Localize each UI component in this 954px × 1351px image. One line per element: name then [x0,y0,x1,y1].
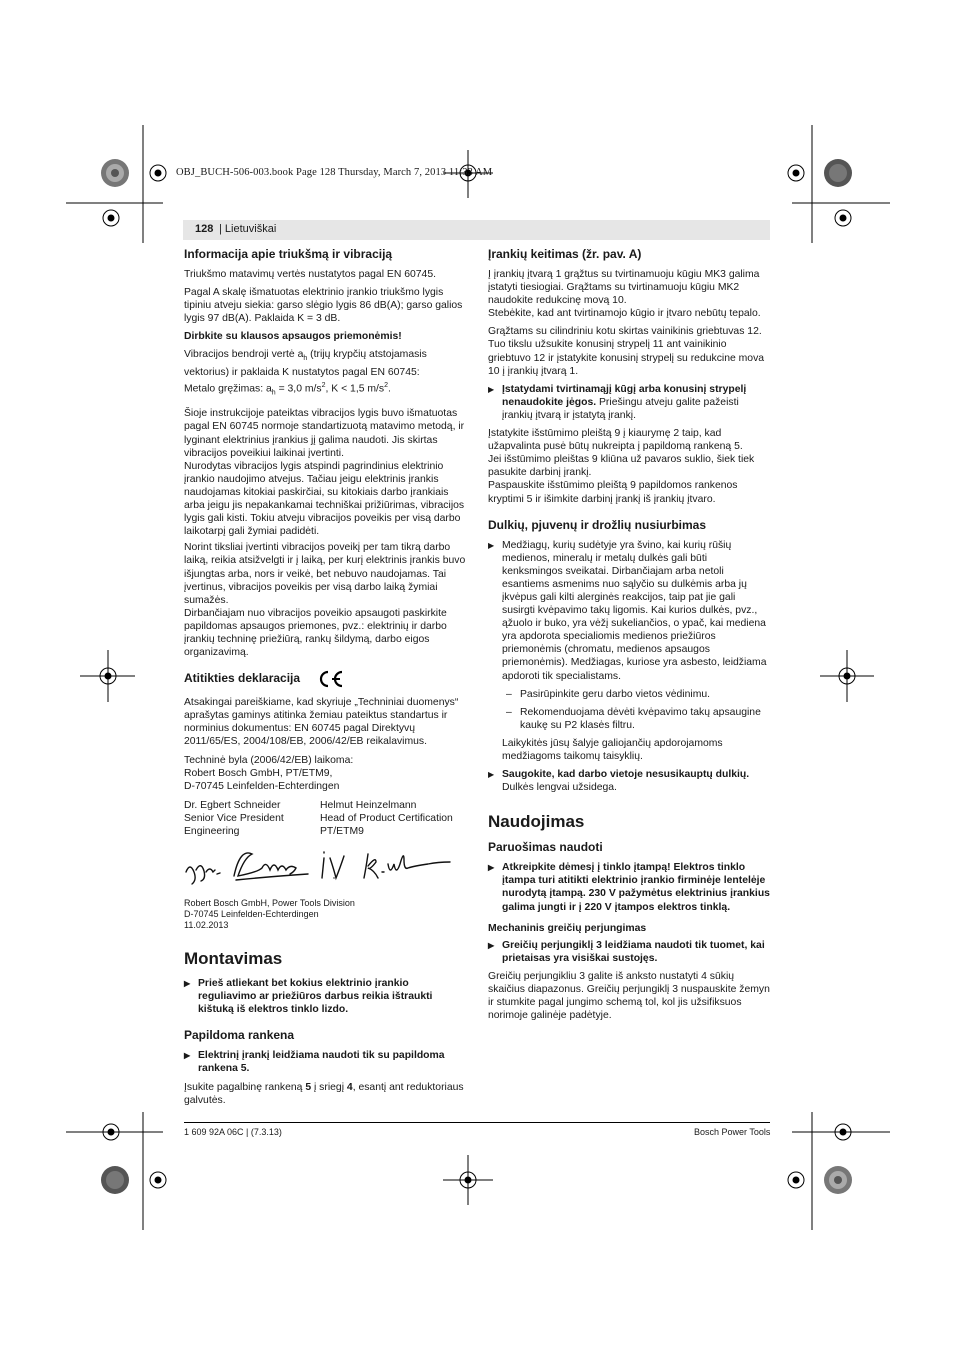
tool-change-p1: Į įrankių įtvarą 1 grąžtus su tvirtinamuoju kūgiu MK3 galima įstatyti tiesiogiai. Grąžtams su tvirtinamuoju kūgiu MK2 naudokite redukcinę movą 10. [488,269,760,307]
book-info-line: OBJ_BUCH-506-003.book Page 128 Thursday, March 7, 2013 11:33 AM [176,167,493,178]
signatory-1: Dr. Egbert Schneider Senior Vice President Engineering [184,799,284,837]
gear-warning: ▶ Greičių perjungiklį 3 leidžiama naudoti tik tuomet, kai prietaisas yra visiškai sustojęs. [488,939,770,965]
signatories [184,799,466,838]
noise-p2: Pagal A skalę išmatuotas elektrinio įrankio triukšmo lygis tipiniu atveju siekia: garso slėgio lygis 86 dB(A); garso galios lygis 97 dB(A). Paklaida K = 3 dB. [184,287,463,325]
assembly-warning: ▶ Prieš atliekant bet kokius elektrinio įrankio reguliavimo ar priežiūros darbus reikia ištraukti kištuką iš elektros tinklo lizdo. [184,977,466,1016]
tool-change-heading: Įrankių keitimas (žr. pav. A) [488,247,642,261]
company-address: Robert Bosch GmbH, Power Tools Division D-70745 Leinfelden-Echterdingen 11.02.2013 [184,898,355,931]
ce-mark-icon [317,669,345,689]
conformity-p3: Robert Bosch GmbH, PT/ETM9, [184,767,333,779]
voltage-warning: ▶ Atkreipkite dėmesį į tinklo įtampą! Elektros tinklo įtampa turi atitikti elektrinio įrankio firminėje lentelėje nurodytą įtampą. 230 V pažymėtus elektrinius įrankius galima jungti ir į 220 V įtampos elektros tinklą. [488,861,770,913]
dust-tip-1: – Pasirūpinkite geru darbo vietos vėdinimu. [488,688,770,701]
conformity-p2: Techninė byla (2006/42/EB) laikoma: [184,754,354,766]
signatures [184,846,466,888]
dust-accumulation-warning: ▶ Saugokite, kad darbo vietoje nesusikauptų dulkių. Dulkės lengvai užsidega. [488,768,770,794]
tool-change-p3: Grąžtams su cilindriniu kotu skirtas vainikinis griebtuvas 12. Tuo tikslu užsukite konusinį strypelį 11 ant vainikinio griebtuvo 12 ir įstatykite konusinį strypelį su redukcine mova 10 į įrankių įtvarą 1. [488,326,765,377]
tool-change-p2: Stebėkite, kad ant tvirtinamojo kūgio ir įtvaro nebūtų tepalo. [488,308,761,320]
preparation-heading: Paruošimas naudoti [488,840,603,855]
noise-p6: Norint tiksliai įvertinti vibracijos poveikį per tam tikrą darbo laiką, reikia atsižvelgti ir į laiką, per kurį elektrinis įrankis buvo išjungtas arba, nors ir veikė, bet nebuvo naudojamas. Tai įvertinus, vibracijos poveikis per visą darbo laiką žymiai sumažės. [184,542,466,606]
conformity-heading: Atitikties deklaracija [184,669,466,689]
handwritten-signatures-icon [184,846,466,888]
handle-warning: ▶ Elektrinį įrankį leidžiama naudoti tik su papildoma rankena 5. [184,1049,466,1075]
handle-heading: Papildoma rankena [184,1028,295,1043]
dust-heading: Dulkių, pjuvenų ir drožlių nusiurbimas [488,517,707,532]
hearing-protection-note: Dirbkite su klausos apsaugos priemonėmis! [184,331,402,343]
assembly-heading: Montavimas [184,949,283,969]
signatory-2: Helmut Heinzelmann Head of Product Certification PT/ETM9 [320,799,453,837]
footer-rule [184,1122,770,1123]
footer-doc-number: 1 609 92A 06C | (7.3.13) [184,1127,282,1137]
language-label: | Lietuviškai [219,223,277,235]
gear-heading: Mechaninis greičių perjungimas [488,922,647,934]
left-column [184,247,466,1112]
right-column [488,247,770,1027]
dust-tip-2: – Rekomenduojama dėvėti kvėpavimo takų apsaugine kaukę su P2 klasės filtru. [488,706,770,732]
noise-p5: Nurodytas vibracijos lygis atspindi pagrindinius elektrinio įrankio naudojimo atvejus. Tačiau jeigu elektrinis įrankis naudojamas kitokiai paskirčiai, su kitokiais darbo įrankiais arba jeigu jis nepakankamai techniškai prižiūrimas, vibracijos lygis gali kisti. Tokiu atveju vibracijos poveikis per visą darbo laikotarpį gali žymiai padidėti. [184,460,465,538]
tool-change-p6: Paspauskite išstūmimo pleištą 9 papildomos rankenos kryptimi 5 ir išimkite darbinį įrankį iš įrankių įtvaro. [488,480,738,505]
noise-heading: Informacija apie triukšmą ir vibraciją [184,247,393,261]
tool-change-p4: Įstatykite išstūmimo pleištą 9 į kiaurymę 2 taip, kad užapvalinta pusė būtų nukreipta į papildomą rankeną 5. [488,428,743,453]
gear-instruction: Greičių perjungikliu 3 galite iš anksto nustatyti 4 sūkių skaičius diapazonus. Greičių perjungiklį 3 nuspauskite žemyn ir stumkite pagal jungimo schemą tol, kol jis užsifiksuos norimoje galinėje padėtyje. [488,970,770,1022]
page-number: 128 [195,223,214,235]
footer-brand: Bosch Power Tools [694,1127,771,1137]
noise-p7: Dirbančiajam nuo vibracijos poveikio apsaugoti paskirkite papildomas apsaugos priemones, pvz.: elektrinių ir darbo įrankių techninę priežiūrą, rankų šildymą, darbo eigos organizavimą. [184,607,447,659]
tool-change-p5: Jei išstūmimo pleištas 9 kliūna už pavaros suklio, šiek tiek pasukite darbinį įrankį. [488,454,755,479]
noise-p4: Šioje instrukcijoje pateiktas vibracijos lygis buvo išmatuotas pagal EN 60745 normoje standartizuotą matavimo metodą, ir lyginant elektrinius įrankius jį galima naudoti. Jis skirtas vibracijos poveikiui laikinai įvertinti. [184,408,465,459]
tool-change-warning: ▶ Įstatydami tvirtinamąjį kūgį arba konusinį strypelį nenaudokite jėgos. Priešingu atveju galite pažeisti įrankių įtvarą ir įstatytą įrankį. [488,383,770,422]
conformity-p1: Atsakingai pareiškiame, kad skyriuje „Techniniai duomenys“ aprašytas gaminys atitinka žemiau pateiktus standartus ir norminius dokumentus: EN 60745 pagal Direktyvų 2011/65/ES, 2004/108/EB, 2006/42/EB reikalavimus. [184,697,459,748]
dust-warning: ▶ Medžiagų, kurių sudėtyje yra švino, kai kurių rūšių medienos, mineralų ir metalų dulkės gali būti kenksmingos sveikatai. Dirbančiajam arba netoli esantiems asmenims nuo sąlyčio su dulkėmis arba jų įkvėpus gali kilti alerginės reakcijos, taip pat jie gali susirgti kvėpavimo takų ligomis. Kai kurios dulkės, pvz., ąžuolo ir buko, yra vėžį sukeliančios, o ypač, kai mediena yra apdorota specialiomis medienos priežiūros priemonėmis (chromatu, medienos apsaugos priemonėmis). Medžiagas, kuriose yra asbesto, leidžiama apdoroti tik specialistams. [488,539,770,683]
conformity-p4: D-70745 Leinfelden-Echterdingen [184,780,340,792]
dust-regulations: Laikykitės jūsų šalyje galiojančių apdorojamoms medžiagoms taikomų taisyklių. [502,737,723,762]
handle-instruction: Įsukite pagalbinę rankeną 5 į sriegį 4, esantį ant reduktoriaus galvutės. [184,1081,464,1106]
operation-heading: Naudojimas [488,812,585,832]
noise-p1: Triukšmo matavimų vertės nustatytos pagal EN 60745. [184,269,436,280]
vibration-values: Vibracijos bendroji vertė $a_h$ (trijų krypčių atstojamasis vektorius) ir paklaida K nustatytos pagal EN 60745: Metalo gręžimas: $a_h = 3,0$ $m/s^2$, K < 1,5 $m/s^2$. [184,349,427,397]
